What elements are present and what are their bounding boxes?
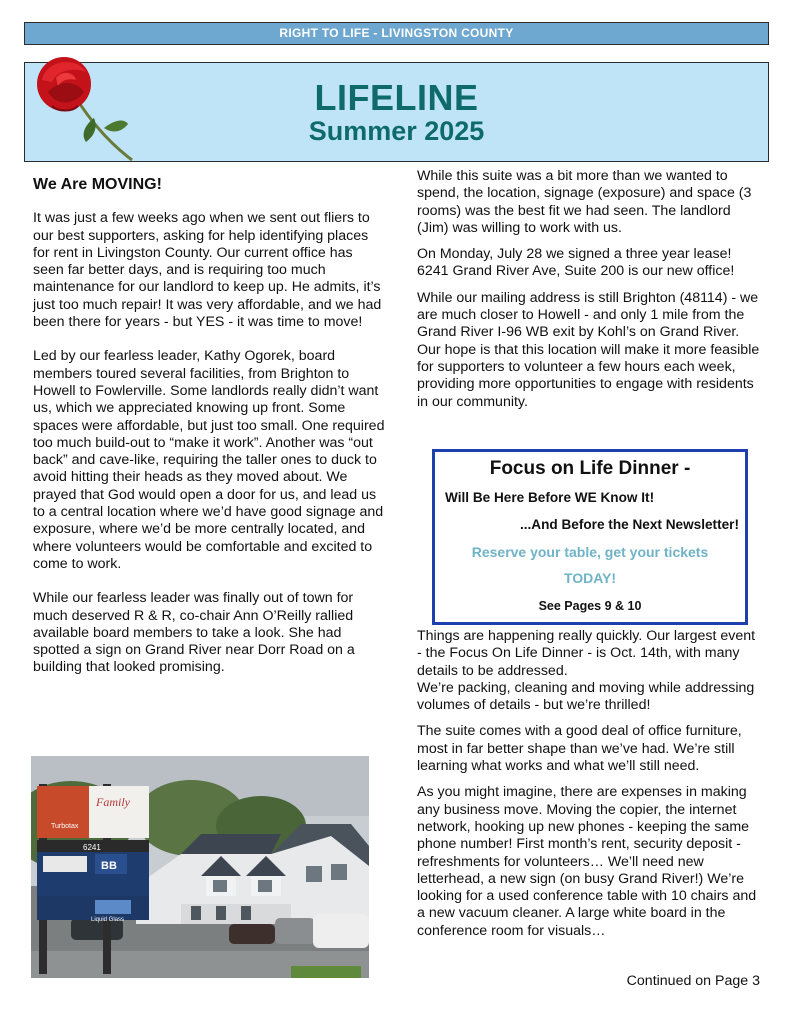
sign-tenant-4: Liquid Glass: [91, 917, 125, 923]
org-header-bar: RIGHT TO LIFE - LIVINGSTON COUNTY: [24, 22, 769, 45]
sign-tenant-2: Family: [96, 795, 130, 809]
continued-link[interactable]: Continued on Page 3: [626, 973, 760, 989]
newsletter-title: LIFELINE: [314, 77, 479, 118]
sign-tenant-3: BB: [101, 860, 117, 872]
article-paragraph: While our mailing address is still Brighton (48114) - we are much closer to Howell - and only 1 mile from the Grand River I-96 WB exit by Kohl’s on Grand River. Our hope is that this location will make it more feasible for supporters to volunteer a few hours each week, providing more opportunities to engage with residents in our community.: [417, 289, 760, 410]
callout-today-text: TODAY!: [563, 570, 617, 586]
right-article-column-lower: [417, 628, 761, 949]
article-paragraph: On Monday, July 28 we signed a three year lease! 6241 Grand River Ave, Suite 200 is our new office!: [417, 246, 735, 280]
article-paragraph: As you might imagine, there are expenses in making any business move. Moving the copier, the internet network, hooking up new phones - keeping the same phone number! First month’s rent, security deposit - refreshments for volunteers… We’ll need new letterhead, a new sign (on busy Grand River!) We’re looking for a used conference table with 10 chairs and a new vacuum cleaner. A large white board in the conference room for visuals…: [417, 784, 757, 939]
rose-icon: [28, 50, 143, 165]
article-paragraph: Led by our fearless leader, Kathy Ogorek, board members toured several facilities, from Brighton to Howell to Fowlerville. Some landlords really didn’t want us, which we appreciated knowing up front. Some spaces were affordable, but just too small. One required too much build-out to “make it work”. Another was “out back” and cave-like, requiring the taller ones to duck to avoid hitting their heads as they moved about. We prayed that God would open a door for us, and lead us to a central location where we’d have good signage and exposure, where we’d be more centrally located, and where volunteers would be comfortable and excited to come to work.: [33, 348, 385, 572]
sign-tenant-1: Turbotax: [51, 823, 79, 830]
dinner-callout-box: [432, 449, 748, 625]
office-building-photo: [31, 756, 369, 978]
sign-address-number: 6241: [83, 843, 101, 852]
callout-reserve-text: Reserve your table, get your tickets: [471, 544, 709, 560]
article-paragraph: It was just a few weeks ago when we sent out fliers to our best supporters, asking for help identifying places for rent in Livingston County. Our current office has seen far better days, and is requiring too much maintenance for our landlord to keep up. He admits, it’s just too much repair! It was very affordable, and we had been there for years - but YES - it was time to move!: [33, 210, 382, 331]
article-paragraph: While our fearless leader was finally out of town for much deserved R & R, co-chair Ann O’Reilly rallied available board members to take a look. She had spotted a sign on Grand River near Dorr Road on a building that looked promising.: [33, 590, 355, 676]
article-paragraph: While this suite was a bit more than we wanted to spend, the location, signage (exposure) and space (3 rooms) was the best fit we had seen. The landlord (Jim) was willing to work with us.: [417, 168, 752, 236]
article-heading: We Are MOVING!: [33, 176, 162, 193]
left-article-column: [33, 176, 385, 694]
right-article-column: [417, 168, 761, 420]
callout-line: Will Be Here Before WE Know It!: [445, 490, 655, 505]
callout-page-ref: See Pages 9 & 10: [538, 599, 642, 613]
callout-title: Focus on Life Dinner -: [489, 458, 691, 479]
article-paragraph: The suite comes with a good deal of office furniture, most in far better shape than we’ve had. We’re still learning what works and what we’ll still need.: [417, 723, 742, 775]
issue-label: Summer 2025: [308, 116, 485, 146]
callout-line: ...And Before the Next Newsletter!: [519, 517, 739, 532]
article-paragraph: Things are happening really quickly. Our largest event - the Focus On Life Dinner - is Oct. 14th, with many details to be addressed.: [417, 628, 756, 679]
article-paragraph: We’re packing, cleaning and moving while addressing volumes of details - but we’re thrilled!: [417, 679, 755, 714]
